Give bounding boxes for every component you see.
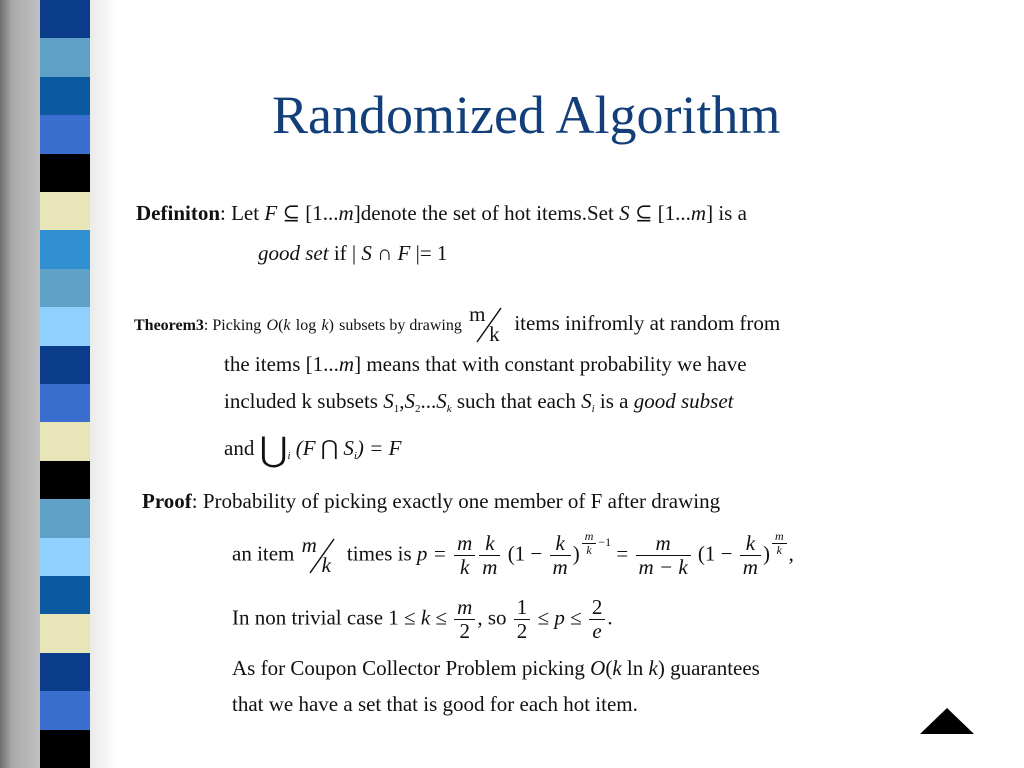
subset-symbol-2: ⊆	[634, 201, 653, 225]
definition-line-1	[136, 201, 747, 226]
f4d: m − k	[638, 555, 688, 580]
so-word: , so	[477, 605, 507, 630]
Si-2: S	[343, 436, 354, 460]
sub-i-2: i	[353, 450, 357, 462]
theorem-line-4	[224, 430, 401, 470]
good-subset-term: good subset	[633, 389, 734, 413]
strip-block	[40, 653, 90, 691]
theorem-line3-a: included k subsets	[224, 389, 378, 413]
slide-title: Randomized Algorithm	[272, 85, 781, 145]
sub-k: k	[446, 403, 452, 415]
leq-3: ≤	[570, 605, 582, 630]
proof-line-5	[232, 692, 638, 717]
trailing-comma: ,	[788, 541, 794, 566]
if-word: if	[333, 241, 347, 265]
f6d: 2	[459, 619, 470, 644]
proof-line5-text: that we have a set that is good for each hot item.	[232, 692, 638, 716]
ln-word: ln	[626, 656, 644, 680]
range-open-2: [1...	[657, 201, 691, 225]
set-F: F	[264, 201, 278, 225]
big-O: O	[266, 316, 279, 334]
var-k-4: k	[648, 656, 658, 680]
ef2n: m	[772, 530, 787, 544]
strip-block	[40, 499, 90, 537]
frac2-den-k: k	[321, 552, 331, 577]
Sk: S	[436, 389, 447, 413]
strip-block	[40, 154, 90, 192]
big-intersection-symbol: ⋂	[320, 436, 339, 460]
strip-block	[40, 538, 90, 576]
decorative-color-strip	[40, 0, 90, 768]
frac-k-over-m	[479, 532, 500, 579]
theorem-after: subsets by drawing	[339, 316, 462, 334]
f1n: m	[454, 532, 475, 556]
m-over-k-fraction-2	[300, 533, 342, 579]
var-m-3: m	[338, 352, 355, 376]
exp-frac-2	[772, 530, 787, 557]
proof-line-4	[232, 656, 760, 681]
times-is: times is	[346, 541, 412, 566]
f3n: k	[550, 532, 571, 556]
var-p: p	[554, 605, 565, 630]
range-close-2: ]	[706, 201, 714, 225]
union-index-i: i	[287, 450, 291, 462]
an-item: an item	[232, 541, 295, 566]
frac-m-over-m-minus-k	[636, 532, 691, 579]
strip-block	[40, 115, 90, 153]
theorem-line2-a: the items [1...	[224, 352, 339, 376]
proof-line-3	[232, 596, 613, 643]
f5n: k	[740, 532, 761, 556]
definition-label: Definiton	[136, 201, 220, 225]
f8n: 2	[589, 596, 606, 620]
theorem-line-1	[134, 302, 780, 348]
ef1n: m	[582, 530, 597, 544]
strip-block	[40, 230, 90, 268]
S1: S	[383, 389, 394, 413]
proof-line4-a: As for Coupon Collector Problem picking	[232, 656, 585, 680]
intersection-symbol: ∩	[377, 241, 393, 265]
strip-block	[40, 461, 90, 499]
S2: S	[404, 389, 415, 413]
theorem-picking: : Picking	[203, 316, 262, 334]
dots: ...	[420, 389, 437, 413]
frac-k-over-m-3	[740, 532, 761, 579]
paren-open: (	[278, 316, 284, 334]
proof-line4-b: guarantees	[670, 656, 760, 680]
strip-block	[40, 614, 90, 652]
var-m: m	[338, 201, 354, 225]
theorem-line3-c: is a	[599, 389, 629, 413]
sub-i: i	[591, 403, 595, 415]
var-k: k	[283, 316, 291, 334]
proof-label: Proof	[142, 489, 192, 513]
ineq-k: k	[420, 605, 431, 630]
close-paren: )	[572, 541, 580, 566]
var-k-3: k	[612, 656, 622, 680]
set-F-2: F	[397, 241, 411, 265]
Si: S	[581, 389, 592, 413]
one-minus: (1 −	[507, 541, 543, 566]
comma: ,	[399, 389, 405, 413]
definition-text-2: is a	[718, 201, 747, 225]
f2n: k	[479, 532, 500, 556]
paren-F: (F	[295, 436, 316, 460]
theorem-line3-b: such that each	[456, 389, 576, 413]
f8d: e	[592, 619, 602, 644]
definition-let: : Let	[220, 201, 260, 225]
f4n: m	[636, 532, 691, 556]
strip-block	[40, 77, 90, 115]
strip-block	[40, 0, 90, 38]
abs-open: |	[351, 241, 357, 265]
frac-2-over-e	[589, 596, 606, 643]
f7n: 1	[514, 596, 531, 620]
log-word: log	[295, 316, 317, 334]
frac2-num-m: m	[301, 532, 317, 557]
strip-block	[40, 307, 90, 345]
period: .	[607, 605, 613, 630]
range-close: ]	[353, 201, 361, 225]
strip-block	[40, 346, 90, 384]
leq-2: ≤	[537, 605, 550, 630]
theorem-line-3	[224, 389, 733, 415]
fraction-slash-2	[300, 533, 342, 579]
ef1d: k	[586, 543, 592, 558]
definition-text-1: denote the set of hot items.Set	[360, 201, 614, 225]
abs-close-eq-1: |= 1	[415, 241, 448, 265]
f5d: m	[742, 555, 758, 580]
range-open: [1...	[305, 201, 339, 225]
exponent-1	[580, 529, 612, 558]
sub-2: 2	[414, 403, 421, 415]
ineq-1-leq: 1 ≤	[388, 605, 416, 630]
strip-block	[40, 422, 90, 460]
ef2d: k	[776, 543, 782, 558]
subset-symbol: ⊆	[282, 201, 301, 225]
strip-block	[40, 192, 90, 230]
theorem-cont: items inifromly at random from	[514, 310, 781, 335]
var-m-2: m	[690, 201, 707, 225]
sub-1: 1	[393, 403, 400, 415]
frac-m-over-2	[454, 596, 475, 643]
leq: ≤	[435, 605, 447, 630]
paren-close-2: )	[657, 656, 665, 680]
good-set-term: good set	[258, 241, 329, 265]
f2d: m	[482, 555, 498, 580]
eq-F: ) = F	[356, 436, 402, 460]
paren-close: )	[328, 316, 334, 334]
proof-line1-text: : Probability of picking exactly one member of F after drawing	[191, 489, 721, 513]
exp-minus-1: −1	[598, 535, 612, 550]
theorem-line-2	[224, 352, 747, 377]
exp-frac	[582, 530, 597, 557]
exponent-2	[770, 529, 789, 558]
frac-k-over-m-2	[550, 532, 571, 579]
f6n: m	[454, 596, 475, 620]
strip-block	[40, 269, 90, 307]
big-O-2: O	[590, 656, 606, 680]
proof-line3-a: In non trivial case	[232, 605, 384, 630]
frac-m-over-k	[454, 532, 475, 579]
big-union-symbol: ⋃	[259, 432, 288, 469]
strip-block	[40, 691, 90, 729]
strip-block	[40, 576, 90, 614]
m-over-k-fraction	[467, 302, 509, 348]
equals: =	[616, 541, 629, 566]
f7d: 2	[516, 619, 528, 644]
var-k-2: k	[321, 316, 329, 334]
and-word: and	[224, 436, 255, 460]
proof-line-2	[232, 530, 794, 579]
next-slide-triangle-icon[interactable]	[918, 706, 976, 736]
definition-line-2	[258, 241, 447, 266]
f3d: m	[552, 555, 568, 580]
strip-block	[40, 38, 90, 76]
one-minus-2: (1 −	[697, 541, 733, 566]
strip-block	[40, 730, 90, 768]
f1d: k	[460, 555, 470, 580]
fraction-slash	[467, 302, 509, 348]
frac-den-k: k	[489, 322, 500, 346]
p-equals: p =	[416, 541, 447, 566]
paren-open-2: (	[605, 656, 613, 680]
set-S: S	[619, 201, 630, 225]
theorem-label: Theorem3	[134, 316, 204, 334]
proof-line-1	[142, 489, 720, 514]
strip-block	[40, 384, 90, 422]
set-S-2: S	[361, 241, 372, 265]
theorem-line2-b: ] means that with constant probability we have	[354, 352, 747, 376]
close-paren-2: )	[762, 541, 770, 566]
frac-num-m: m	[469, 302, 486, 326]
frac-1-over-2	[514, 596, 531, 643]
